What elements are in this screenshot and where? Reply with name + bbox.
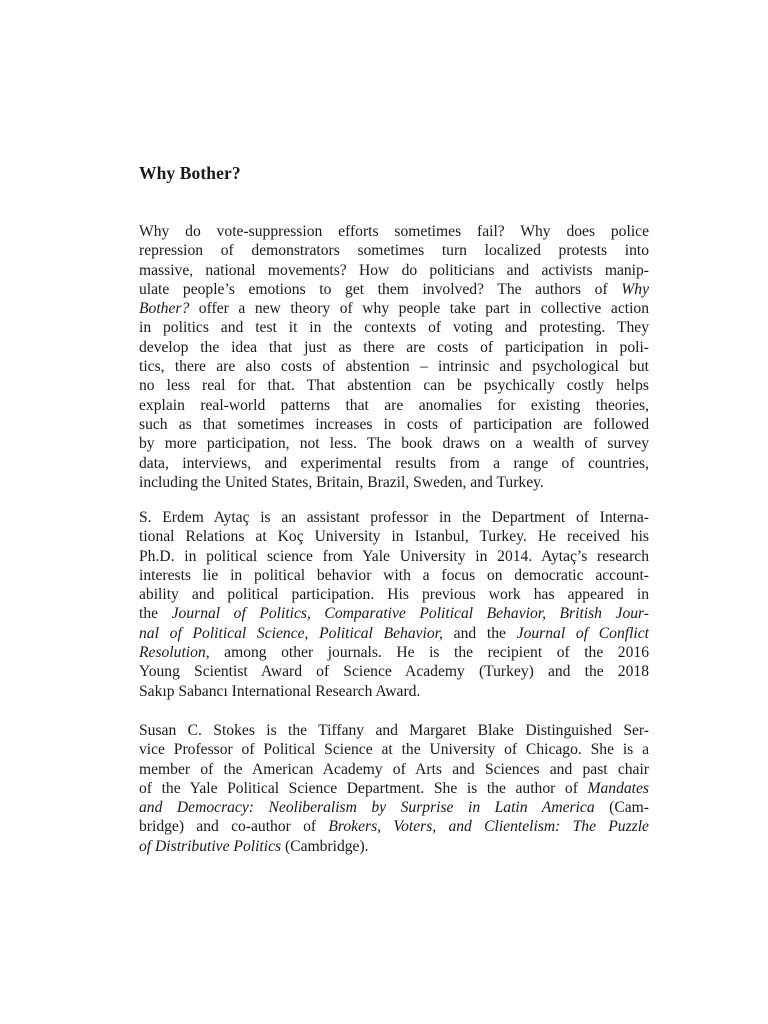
text-run: offer a new theory of why people take part in collective action bbox=[189, 300, 649, 318]
text-run: in politics and test it in the contexts of voting and protesting. They bbox=[139, 319, 649, 337]
text-run: member of the American Academy of Arts and Sciences and past chair bbox=[139, 760, 649, 778]
text-run: among other journals. He is the recipient of the 2016 bbox=[209, 644, 649, 662]
text-run: Why do vote-suppression efforts sometimes fail? Why does police bbox=[139, 223, 649, 240]
text-line bbox=[139, 760, 649, 779]
text-run: by more participation, not less. The book draws on a wealth of survey bbox=[139, 435, 649, 453]
text-line bbox=[139, 415, 649, 434]
text-run: interests lie in political behavior with a focus on democratic account- bbox=[139, 566, 649, 584]
text-run: S. Erdem Aytaç is an assistant professor in the Department of Interna- bbox=[139, 509, 649, 526]
text-run: Young Scientist Award of Science Academy (Turkey) and the 2018 bbox=[139, 663, 649, 681]
book-title: Why Bother? bbox=[139, 163, 241, 183]
text-line bbox=[139, 338, 649, 357]
text-line bbox=[139, 604, 649, 623]
text-run: massive, national movements? How do politicians and activists manip- bbox=[139, 261, 649, 279]
text-run: bridge) and co-author of bbox=[139, 818, 329, 836]
text-run: repression of demonstrators sometimes turn localized protests into bbox=[139, 242, 649, 260]
text-line bbox=[139, 740, 649, 759]
text-run: tional Relations at Koç University in Istanbul, Turkey. He received his bbox=[139, 528, 649, 546]
text-run: such as that sometimes increases in costs of participation are followed bbox=[139, 415, 649, 433]
text-line bbox=[139, 547, 649, 566]
text-run: Ph.D. in political science from Yale University in 2014. Aytaç’s research bbox=[139, 547, 649, 565]
text-line bbox=[139, 662, 649, 681]
text-run: of the Yale Political Science Department. She is the author of bbox=[139, 779, 588, 797]
text-line bbox=[139, 280, 649, 299]
text-run: vice Professor of Political Science at the University of Chicago. She is a bbox=[139, 741, 649, 759]
italic-text-run: Bother? bbox=[139, 300, 190, 318]
text-line bbox=[139, 299, 649, 318]
text-run: tics, there are also costs of abstention – intrinsic and psychological but bbox=[139, 358, 649, 376]
text-line bbox=[139, 508, 649, 527]
text-line bbox=[139, 566, 649, 585]
text-run: develop the idea that just as there are costs of participation in poli- bbox=[139, 338, 649, 356]
italic-text-run: Journal of Politics, Comparative Political Behavior, British Jour- bbox=[171, 605, 649, 623]
italic-text-run: Journal of Conflict bbox=[516, 624, 650, 642]
text-run: Sakıp Sabancı International Research Award. bbox=[139, 682, 421, 700]
text-run: data, interviews, and experimental results from a range of countries, bbox=[139, 454, 649, 472]
text-run: (Cambridge). bbox=[281, 837, 369, 855]
text-line bbox=[139, 837, 649, 856]
italic-text-run: nal of Political Science, Political Behavior, bbox=[139, 624, 443, 642]
book-description bbox=[139, 222, 649, 492]
text-run: ulate people’s emotions to get them involved? The authors of bbox=[139, 280, 622, 298]
text-run: the bbox=[139, 605, 172, 623]
author-bio-aytac bbox=[139, 508, 649, 701]
italic-text-run: Why bbox=[621, 280, 649, 298]
text-line bbox=[139, 527, 649, 546]
text-line bbox=[139, 357, 649, 376]
italic-text-run: Mandates bbox=[587, 779, 649, 797]
text-line bbox=[139, 376, 649, 395]
text-line bbox=[139, 473, 649, 492]
text-line bbox=[139, 585, 649, 604]
text-run: and the bbox=[442, 624, 517, 642]
text-line bbox=[139, 261, 649, 280]
text-run: ability and political participation. His previous work has appeared in bbox=[139, 586, 649, 604]
italic-text-run: Brokers, Voters, and Clientelism: The Puzzle bbox=[328, 818, 649, 836]
text-run: including the United States, Britain, Brazil, Sweden, and Turkey. bbox=[139, 473, 544, 491]
text-line bbox=[139, 454, 649, 473]
italic-text-run: of Distributive Politics bbox=[139, 837, 282, 855]
text-run: (Cam- bbox=[594, 799, 649, 817]
author-bio-stokes bbox=[139, 721, 649, 856]
text-line bbox=[139, 396, 649, 415]
text-line bbox=[139, 817, 649, 836]
text-line bbox=[139, 624, 649, 643]
text-line bbox=[139, 798, 649, 817]
text-run: explain real-world patterns that are anomalies for existing theories, bbox=[139, 396, 649, 414]
italic-text-run: and Democracy: Neoliberalism by Surprise in Latin America bbox=[139, 799, 595, 817]
text-line bbox=[139, 434, 649, 453]
text-line bbox=[139, 721, 649, 740]
text-line bbox=[139, 318, 649, 337]
text-line bbox=[139, 779, 649, 798]
text-line bbox=[139, 643, 649, 662]
italic-text-run: Resolution, bbox=[139, 644, 210, 662]
text-run: no less real for that. That abstention can be psychically costly helps bbox=[139, 377, 649, 395]
text-line bbox=[139, 241, 649, 260]
text-run: Susan C. Stokes is the Tiffany and Margaret Blake Distinguished Ser- bbox=[139, 722, 649, 739]
text-line bbox=[139, 222, 649, 241]
text-line bbox=[139, 682, 649, 701]
